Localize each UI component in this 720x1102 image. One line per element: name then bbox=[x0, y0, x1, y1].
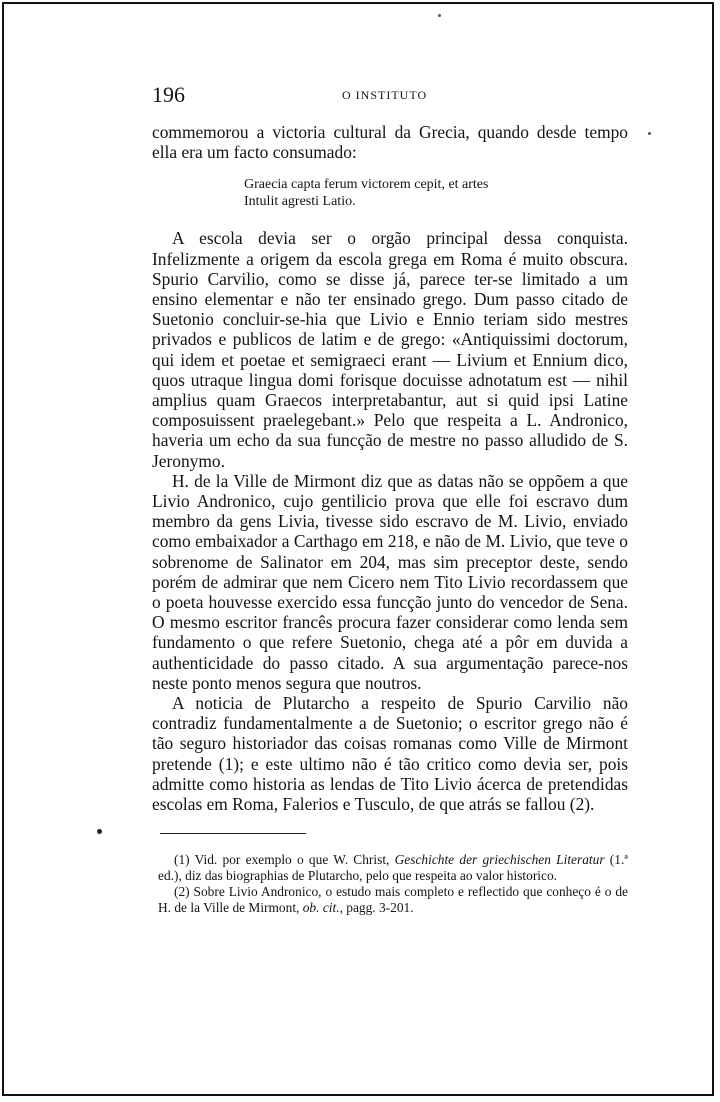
page-header bbox=[152, 82, 622, 107]
footnote-text: (1) Vid. por exemplo o que W. Christ, bbox=[174, 852, 395, 867]
intro-paragraph: commemorou a victoria cultural da Grecia, quando desde tempo ella era um facto consumado: bbox=[152, 122, 628, 163]
margin-speck bbox=[648, 132, 651, 135]
footnote-text: (2) Sobre Livio Andronico, o estudo mais completo e reflectido que conheço é o de H. de la Ville de Mirmont, bbox=[158, 884, 628, 915]
footnote-rule bbox=[160, 833, 306, 834]
footnotes bbox=[158, 852, 628, 916]
footnote-book-title: Geschichte der griechischen Literatur bbox=[394, 852, 605, 867]
paragraph-3: A noticia de Plutarcho a respeito de Spurio Carvilio não contradiz fundamentalmente a de Suetonio; o escritor grego não é tão seguro historiador das coisas romanas como Ville de Mirmont pretende (1); e este ultimo não é tão critico como devia ser, pois admitte como historia as lendas de Tito Livio ácerca de pretendidas escolas em Roma, Falerios e Tusculo, de que atrás se fallou (2). bbox=[152, 693, 628, 815]
paragraph-1: A escola devia ser o orgão principal dessa conquista. Infelizmente a origem da escola grega em Roma é muito obscura. Spurio Carvilio, como se disse já, parece ter-se limitado a um ensino elementar e não ter ensinado grego. Dum passo citado de Suetonio concluir-se-hia que Livio e Ennio teriam sido mestres privados e publicos de latim e de grego: «Antiquissimi doctorum, qui idem et poetae et semigraeci erant — Livium et Ennium dico, quos utraque lingua domi forisque docuisse adnotatum est — nihil amplius quam Graecos interpretabantur, aut si quid ipsi Latine composuissent praelegebant.» Pelo que respeita a L. Andronico, haveria um echo da sua funcção de mestre no passo alludido de S. Jeronymo. bbox=[152, 228, 628, 471]
latin-quote bbox=[244, 176, 628, 210]
margin-speck bbox=[438, 14, 441, 17]
quote-line: Intulit agresti Latio. bbox=[244, 194, 356, 210]
footnote-text: , pagg. 3-201. bbox=[339, 900, 414, 915]
running-head: O INSTITUTO bbox=[342, 88, 428, 102]
footnote-reference: ob. cit. bbox=[302, 900, 340, 915]
footnote-text: (1.ª ed.), diz das biographias de Plutarcho, pelo que respeita ao valor historico. bbox=[158, 852, 628, 883]
footnote-2 bbox=[158, 884, 628, 916]
quote-line: Graecia capta ferum victorem cepit, et artes bbox=[244, 177, 489, 193]
margin-mark bbox=[97, 829, 102, 834]
footnote-1 bbox=[158, 852, 628, 884]
body-text bbox=[152, 122, 628, 814]
page-number: 196 bbox=[152, 82, 185, 107]
paragraph-2: H. de la Ville de Mirmont diz que as datas não se oppõem a que Livio Andronico, cujo gentilicio prova que elle foi escravo dum membro da gens Livia, tivesse sido escravo de M. Livio, enviado como embaixador a Carthago em 218, e não de M. Livio, que teve o sobrenome de Salinator em 204, mas sim preceptor deste, sendo porém de admirar que nem Cicero nem Tito Livio recordassem que o poeta houvesse exercido essa funcção junto do vencedor de Sena. O mesmo escritor francês procura fazer considerar como lenda sem fundamento o que refere Suetonio, chega até a pôr em duvida a authenticidade do passo citado. A sua argumentação parece-nos neste ponto menos segura que noutros. bbox=[152, 470, 628, 693]
